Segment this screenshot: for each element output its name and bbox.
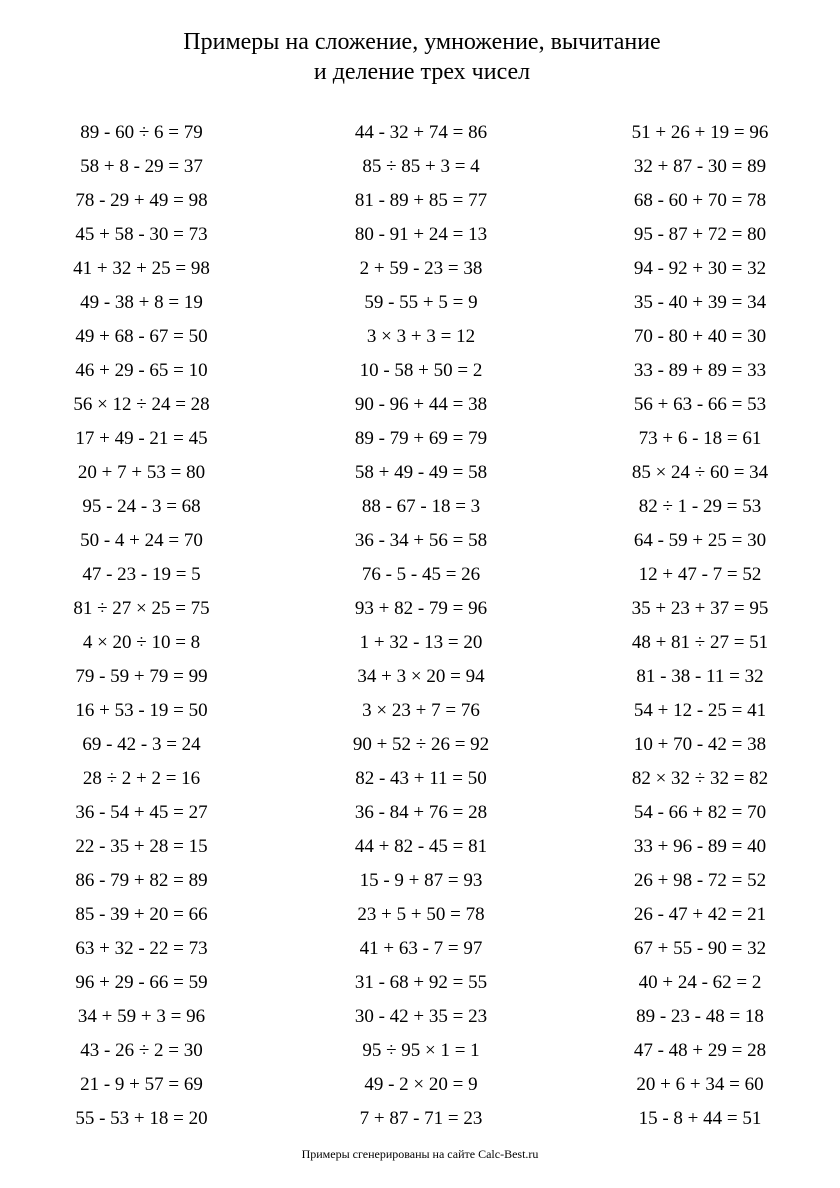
- example-item: 80 - 91 + 24 = 13: [354, 224, 488, 245]
- example-item: 54 + 12 - 25 = 41: [633, 700, 767, 721]
- example-item: 21 - 9 + 57 = 69: [80, 1074, 203, 1095]
- example-item: 17 + 49 - 21 = 45: [75, 428, 208, 449]
- example-item: 79 - 59 + 79 = 99: [75, 666, 208, 687]
- example-item: 49 - 38 + 8 = 19: [80, 292, 203, 313]
- example-item: 1 + 32 - 13 = 20: [359, 632, 483, 653]
- example-item: 67 + 55 - 90 = 32: [633, 938, 767, 959]
- example-item: 95 ÷ 95 × 1 = 1: [362, 1040, 480, 1061]
- example-item: 44 - 32 + 74 = 86: [354, 122, 488, 143]
- example-item: 81 ÷ 27 × 25 = 75: [73, 598, 210, 619]
- example-item: 95 - 87 + 72 = 80: [633, 224, 767, 245]
- example-item: 93 + 82 - 79 = 96: [354, 598, 488, 619]
- example-item: 36 - 34 + 56 = 58: [354, 530, 488, 551]
- example-item: 10 - 58 + 50 = 2: [359, 360, 483, 381]
- example-item: 81 - 38 - 11 = 32: [636, 666, 764, 687]
- example-item: 51 + 26 + 19 = 96: [631, 122, 769, 143]
- example-item: 69 - 42 - 3 = 24: [82, 734, 201, 755]
- example-item: 33 + 96 - 89 = 40: [633, 836, 767, 857]
- example-item: 15 - 8 + 44 = 51: [638, 1108, 762, 1129]
- example-item: 3 × 23 + 7 = 76: [362, 700, 480, 721]
- example-item: 54 - 66 + 82 = 70: [633, 802, 767, 823]
- examples-column-2: [280, 116, 560, 1136]
- example-item: 43 - 26 ÷ 2 = 30: [80, 1040, 203, 1061]
- example-item: 88 - 67 - 18 = 3: [361, 496, 481, 517]
- example-item: 15 - 9 + 87 = 93: [359, 870, 483, 891]
- example-item: 90 + 52 ÷ 26 = 92: [352, 734, 490, 755]
- example-item: 82 - 43 + 11 = 50: [355, 768, 487, 789]
- example-item: 73 + 6 - 18 = 61: [638, 428, 762, 449]
- example-item: 20 + 7 + 53 = 80: [77, 462, 206, 483]
- example-item: 33 - 89 + 89 = 33: [633, 360, 767, 381]
- examples-grid: [0, 116, 840, 1136]
- example-item: 56 × 12 ÷ 24 = 28: [73, 394, 210, 415]
- example-item: 64 - 59 + 25 = 30: [633, 530, 767, 551]
- example-item: 10 + 70 - 42 = 38: [633, 734, 767, 755]
- example-item: 89 - 79 + 69 = 79: [354, 428, 488, 449]
- example-item: 41 + 63 - 7 = 97: [359, 938, 483, 959]
- example-item: 36 - 84 + 76 = 28: [354, 802, 488, 823]
- example-item: 49 + 68 - 67 = 50: [75, 326, 208, 347]
- example-item: 76 - 5 - 45 = 26: [361, 564, 481, 585]
- example-item: 58 + 49 - 49 = 58: [354, 462, 488, 483]
- example-item: 20 + 6 + 34 = 60: [636, 1074, 764, 1095]
- example-item: 31 - 68 + 92 = 55: [354, 972, 488, 993]
- page-title-line-1: Примеры на сложение, умножение, вычитание: [183, 29, 661, 55]
- footer-note: Примеры сгенерированы на сайте Calc-Best.ru: [301, 1147, 539, 1161]
- example-item: 85 ÷ 85 + 3 = 4: [362, 156, 480, 177]
- example-item: 81 - 89 + 85 = 77: [354, 190, 488, 211]
- page-title-line-2: и деление трех чисел: [313, 59, 531, 85]
- example-item: 30 - 42 + 35 = 23: [354, 1006, 488, 1027]
- page-title: [0, 27, 840, 87]
- example-item: 89 - 60 ÷ 6 = 79: [80, 122, 203, 143]
- example-item: 34 + 59 + 3 = 96: [77, 1006, 206, 1027]
- example-item: 48 + 81 ÷ 27 = 51: [631, 632, 769, 653]
- example-item: 82 × 32 ÷ 32 = 82: [631, 768, 769, 789]
- example-item: 7 + 87 - 71 = 23: [359, 1108, 483, 1129]
- example-item: 63 + 32 - 22 = 73: [75, 938, 208, 959]
- example-item: 26 + 98 - 72 = 52: [633, 870, 767, 891]
- examples-column-1: [0, 116, 280, 1136]
- example-item: 85 × 24 ÷ 60 = 34: [631, 462, 769, 483]
- example-item: 16 + 53 - 19 = 50: [75, 700, 208, 721]
- examples-column-3: [560, 116, 840, 1136]
- example-item: 94 - 92 + 30 = 32: [633, 258, 767, 279]
- example-item: 4 × 20 ÷ 10 = 8: [82, 632, 201, 653]
- example-item: 36 - 54 + 45 = 27: [75, 802, 208, 823]
- example-item: 56 + 63 - 66 = 53: [633, 394, 767, 415]
- example-item: 35 + 23 + 37 = 95: [631, 598, 769, 619]
- example-item: 44 + 82 - 45 = 81: [354, 836, 488, 857]
- example-item: 55 - 53 + 18 = 20: [75, 1108, 208, 1129]
- example-item: 95 - 24 - 3 = 68: [82, 496, 201, 517]
- example-item: 85 - 39 + 20 = 66: [75, 904, 208, 925]
- example-item: 40 + 24 - 62 = 2: [638, 972, 762, 993]
- example-item: 45 + 58 - 30 = 73: [75, 224, 208, 245]
- example-item: 70 - 80 + 40 = 30: [633, 326, 767, 347]
- example-item: 32 + 87 - 30 = 89: [633, 156, 767, 177]
- example-item: 82 ÷ 1 - 29 = 53: [638, 496, 762, 517]
- example-item: 2 + 59 - 23 = 38: [359, 258, 483, 279]
- example-item: 96 + 29 - 66 = 59: [75, 972, 208, 993]
- example-item: 78 - 29 + 49 = 98: [75, 190, 208, 211]
- example-item: 90 - 96 + 44 = 38: [354, 394, 488, 415]
- example-item: 26 - 47 + 42 = 21: [633, 904, 767, 925]
- example-item: 59 - 55 + 5 = 9: [364, 292, 478, 313]
- example-item: 46 + 29 - 65 = 10: [75, 360, 208, 381]
- example-item: 28 ÷ 2 + 2 = 16: [82, 768, 201, 789]
- example-item: 50 - 4 + 24 = 70: [80, 530, 203, 551]
- example-item: 58 + 8 - 29 = 37: [80, 156, 203, 177]
- example-item: 41 + 32 + 25 = 98: [73, 258, 210, 279]
- example-item: 34 + 3 × 20 = 94: [357, 666, 485, 687]
- example-item: 22 - 35 + 28 = 15: [75, 836, 208, 857]
- example-item: 49 - 2 × 20 = 9: [364, 1074, 478, 1095]
- example-item: 35 - 40 + 39 = 34: [633, 292, 767, 313]
- example-item: 3 × 3 + 3 = 12: [366, 326, 476, 347]
- example-item: 86 - 79 + 82 = 89: [75, 870, 208, 891]
- example-item: 68 - 60 + 70 = 78: [633, 190, 767, 211]
- example-item: 23 + 5 + 50 = 78: [357, 904, 485, 925]
- example-item: 12 + 47 - 7 = 52: [638, 564, 762, 585]
- example-item: 89 - 23 - 48 = 18: [636, 1006, 764, 1027]
- example-item: 47 - 23 - 19 = 5: [82, 564, 201, 585]
- example-item: 47 - 48 + 29 = 28: [633, 1040, 767, 1061]
